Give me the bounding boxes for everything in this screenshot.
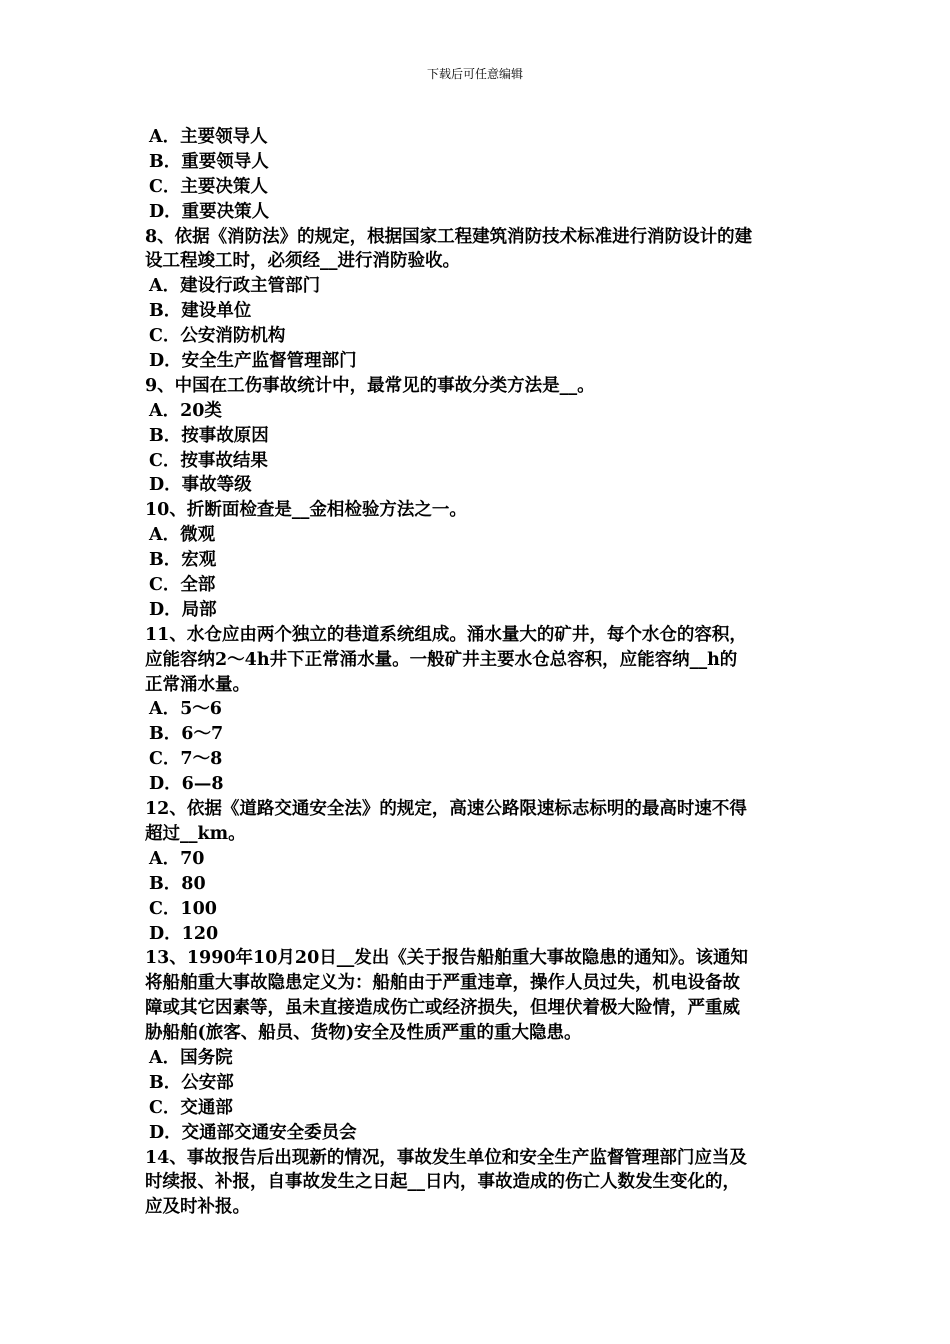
question-text-line: 时续报、补报，自事故发生之日起__日内，事故造成的伤亡人数发生变化的， (145, 1172, 740, 1193)
answer-option: D．安全生产监督管理部门 (149, 351, 357, 372)
answer-option: A．建设行政主管部门 (149, 276, 321, 297)
question-text-line: 12、依据《道路交通安全法》的规定，高速公路限速标志标明的最高时速不得 (145, 799, 747, 820)
question-text-line: 8、依据《消防法》的规定，根据国家工程建筑消防技术标准进行消防设计的建 (145, 226, 753, 247)
answer-option: B．建设单位 (149, 301, 252, 322)
answer-option: D．重要决策人 (149, 201, 270, 222)
answer-option: C．交通部 (149, 1097, 233, 1118)
question-text-line: 9、中国在工伤事故统计中，最常见的事故分类方法是__。 (145, 375, 595, 396)
answer-option: B．80 (149, 873, 206, 894)
answer-option: C．7～8 (149, 749, 223, 770)
answer-option: C．100 (149, 898, 217, 919)
question-text-line: 胁船舶(旅客、船员、货物)安全及性质严重的重大隐患。 (145, 1023, 582, 1044)
answer-option: D．6—8 (149, 774, 224, 795)
answer-option: A．5～6 (149, 699, 222, 720)
question-text-line: 11、水仓应由两个独立的巷道系统组成。涌水量大的矿井，每个水仓的容积， (145, 624, 747, 645)
question-text-line: 超过__km。 (145, 823, 246, 844)
question-text-line: 13、1990年10月20日__发出《关于报告船舶重大事故隐患的通知》。该通知 (145, 948, 749, 969)
question-text-line: 将船舶重大事故隐患定义为：船舶由于严重违章，操作人员过失，机电设备故 (145, 973, 740, 994)
question-text-line: 10、折断面检查是__金相检验方法之一。 (145, 500, 467, 521)
answer-option: D．交通部交通安全委员会 (149, 1122, 357, 1143)
answer-option: D．局部 (149, 599, 217, 620)
answer-option: C．按事故结果 (149, 450, 268, 471)
document-body (145, 125, 810, 1220)
question-text-line: 14、事故报告后出现新的情况，事故发生单位和安全生产监督管理部门应当及 (145, 1147, 747, 1168)
answer-option: A．70 (149, 848, 205, 869)
page-header: 下载后可任意编辑 (426, 67, 523, 81)
answer-option: C．全部 (149, 575, 216, 596)
answer-option: A．微观 (149, 525, 216, 546)
answer-option: C．公安消防机构 (149, 326, 286, 347)
question-text-line: 设工程竣工时，必须经__进行消防验收。 (145, 251, 460, 272)
answer-option: B．6～7 (149, 724, 224, 745)
answer-option: B．按事故原因 (149, 425, 269, 446)
answer-option: B．公安部 (149, 1072, 234, 1093)
question-text-line: 正常涌水量。 (145, 674, 250, 695)
answer-option: A．20类 (149, 400, 222, 421)
question-text-line: 应及时补报。 (145, 1197, 250, 1218)
answer-option: A．主要领导人 (149, 127, 268, 147)
answer-option: B．重要领导人 (149, 151, 269, 172)
answer-option: B．宏观 (149, 550, 217, 571)
answer-option: C．主要决策人 (149, 176, 268, 197)
question-text-line: 障或其它因素等，虽未直接造成伤亡或经济损失，但埋伏着极大险情，严重威 (145, 998, 740, 1019)
answer-option: D．事故等级 (149, 475, 252, 496)
answer-option: D．120 (149, 923, 219, 944)
question-text-line: 应能容纳2～4h井下正常涌水量。一般矿井主要水仓总容积，应能容纳__h的 (145, 649, 738, 670)
answer-option: A．国务院 (149, 1047, 233, 1068)
